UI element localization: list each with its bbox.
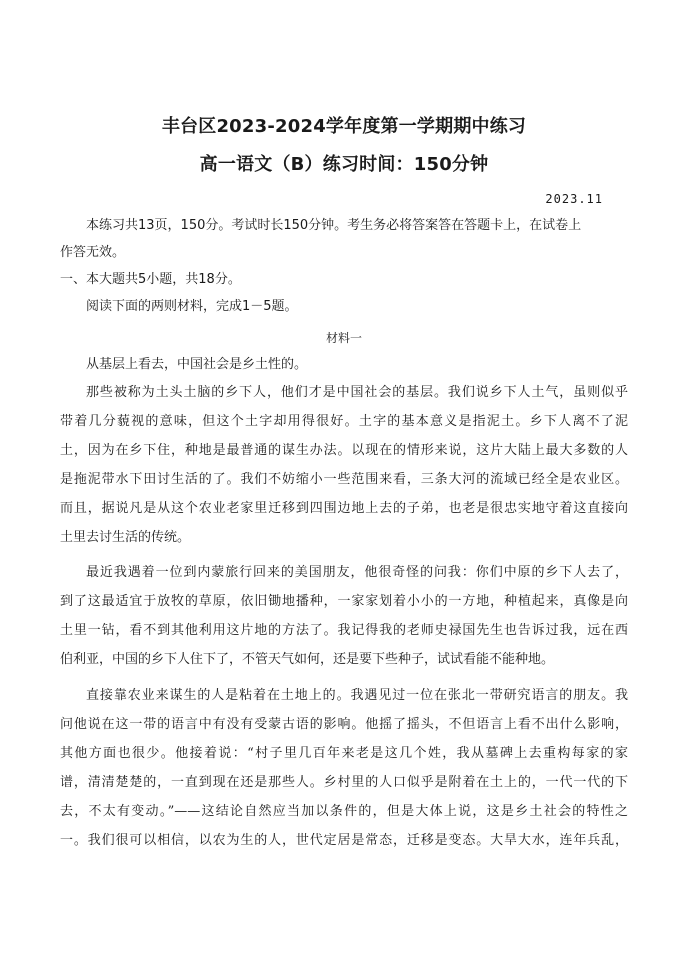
paragraph-line: 去，不太有变动。”——这结论自然应当加以条件的，但是大体上说，这是乡土社会的特性之 <box>60 804 628 819</box>
paragraph-line: 带着几分藐视的意味，但这个土字却用得很好。土字的基本意义是指泥土。乡下人离不了泥 <box>60 414 628 429</box>
intro-line-1: 本练习共13页，150分。考试时长150分钟。考生务必将答案答在答题卡上，在试卷上 <box>86 218 582 233</box>
paragraph-line: 到了这最适宜于放牧的草原，依旧锄地播种，一家家划着小小的一方地，种植起来，真像是向 <box>60 594 628 609</box>
section-instruction: 阅读下面的两则材料，完成1－5题。 <box>86 299 298 314</box>
material-paragraph-1: 从基层上看去，中国社会是乡土性的。 <box>86 357 308 372</box>
exam-title: 丰台区2023-2024学年度第一学期期中练习 <box>161 116 527 137</box>
exam-subtitle: 高一语文（B）练习时间：150分钟 <box>199 154 489 175</box>
paragraph-line: 是拖泥带水下田讨生活的了。我们不妨缩小一些范围来看，三条大河的流域已经全是农业区。 <box>60 472 628 487</box>
paragraph-line: 谱，清清楚楚的，一直到现在还是那些人。乡村里的人口似乎是附着在土上的，一代一代的下 <box>60 775 628 790</box>
paragraph-line: 那些被称为土头土脑的乡下人，他们才是中国社会的基层。我们说乡下人土气，虽则似乎 <box>86 385 628 400</box>
paragraph-line: 伯利亚，中国的乡下人住下了，不管天气如何，还是要下些种子，试试看能不能种地。 <box>60 652 555 667</box>
paragraph-line: 直接靠农业来谋生的人是粘着在土地上的。我遇见过一位在张北一带研究语言的朋友。我 <box>86 688 628 703</box>
paragraph-line: 一。我们很可以相信，以农为生的人，世代定居是常态，迁移是变态。大旱大水，连年兵乱， <box>60 833 628 848</box>
paragraph-line: 最近我遇着一位到内蒙旅行回来的美国朋友，他很奇怪的问我：你们中原的乡下人去了， <box>86 565 628 580</box>
paragraph-line: 其他方面也很少。他接着说：“村子里几百年来老是这几个姓，我从墓碑上去重构每家的家 <box>60 746 628 761</box>
paragraph-line: 土里去讨生活的传统。 <box>60 530 191 545</box>
paragraph-line: 土，因为在乡下住，种地是最普通的谋生办法。以现在的情形来说，这片大陆上最大多数的人 <box>60 443 628 458</box>
paragraph-line: 问他说在这一带的语言中有没有受蒙古语的影响。他摇了摇头，不但语言上看不出什么影响， <box>60 717 628 732</box>
intro-line-2: 作答无效。 <box>60 245 126 260</box>
section-heading: 一、本大题共5小题，共18分。 <box>60 272 241 287</box>
paragraph-line: 土里一钻，看不到其他利用这片地的方法了。我记得我的老师史禄国先生也告诉过我，远在西 <box>60 623 628 638</box>
exam-date: 2023.11 <box>545 192 603 206</box>
paragraph-line: 而且，据说凡是从这个农业老家里迁移到四围边地上去的子弟，也老是很忠实地守着这直接向 <box>60 501 628 516</box>
material-title: 材料一 <box>325 331 362 345</box>
